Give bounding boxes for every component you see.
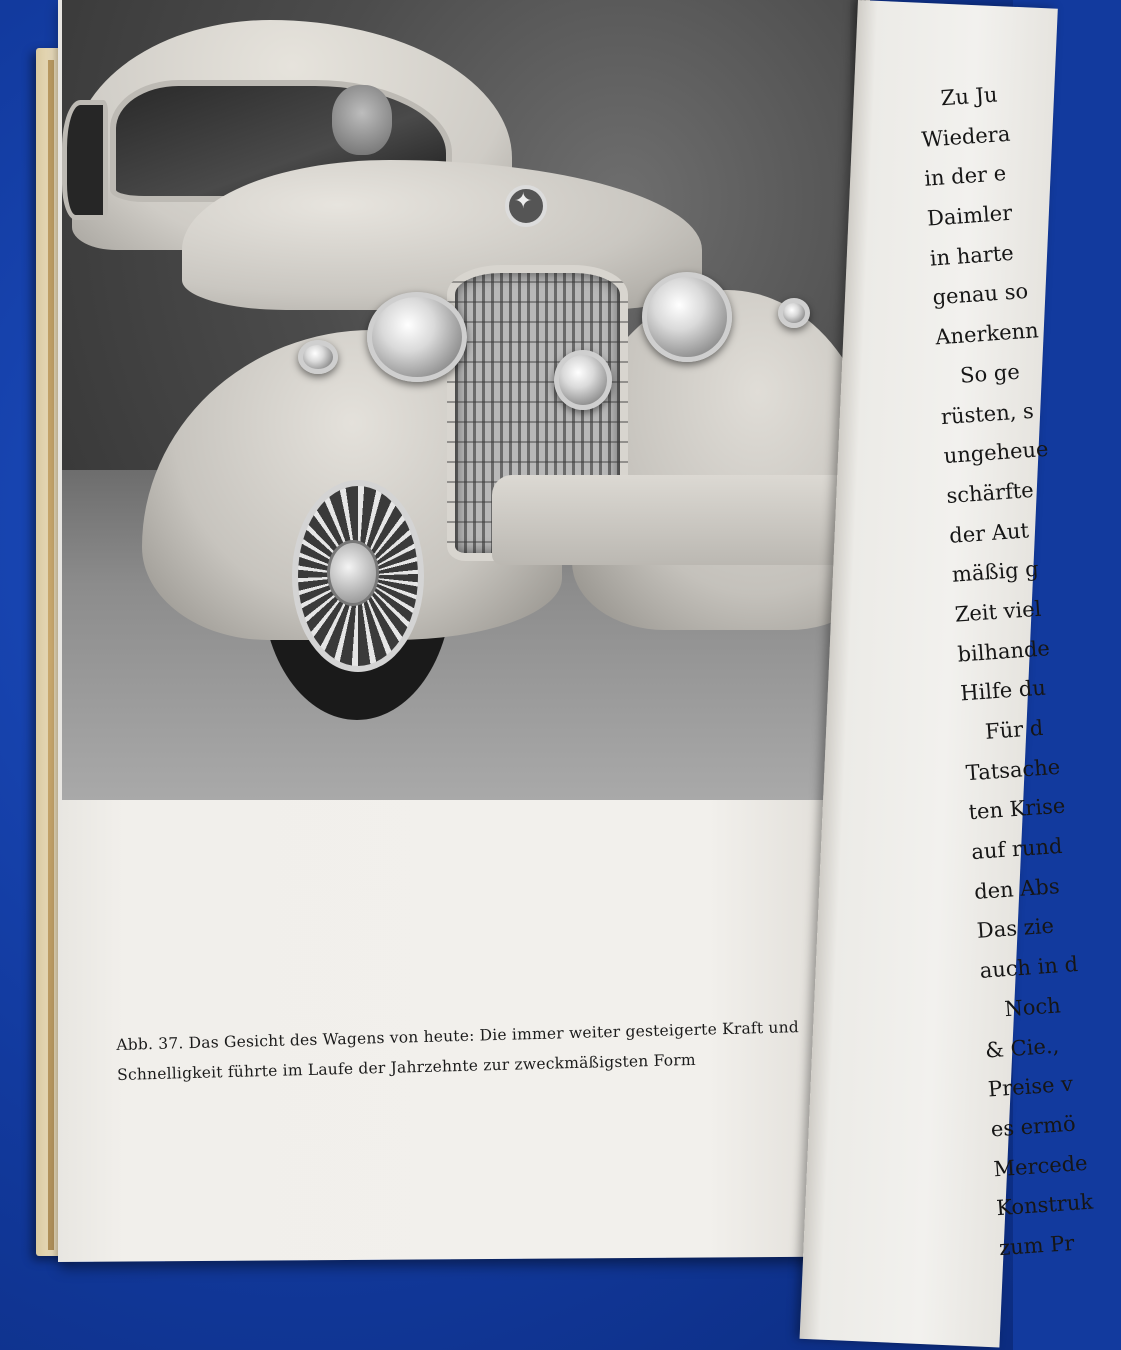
fender-light-left xyxy=(298,340,338,374)
car-side-window xyxy=(62,100,108,220)
figure-label: Abb. 37. xyxy=(116,1034,184,1054)
right-headlamp xyxy=(642,272,732,362)
right-page-line: zum Pr xyxy=(998,1230,1076,1261)
fender-light-right xyxy=(778,298,810,328)
right-page-line: So ge xyxy=(959,359,1021,388)
right-page-line: & Cie., xyxy=(984,1033,1060,1063)
right-page-line: der Aut xyxy=(948,517,1030,548)
caption-text-1: Das Gesicht des Wagens von heute: Die immer weiter gesteigerte Kraft und xyxy=(188,1018,800,1053)
right-page-line: in harte xyxy=(929,240,1015,271)
right-page-line: auch in d xyxy=(978,952,1079,983)
car-driver xyxy=(332,85,392,155)
fog-lamp xyxy=(554,350,612,410)
right-page-line: bilhande xyxy=(956,635,1051,667)
caption-line-2: Schnelligkeit führte im Laufe der Jahrzehnte zur zweckmäßigsten Form xyxy=(116,1050,696,1084)
right-page-line: den Abs xyxy=(973,873,1061,904)
right-page-line: Mercede xyxy=(992,1150,1089,1181)
right-page-line: Daimler xyxy=(926,200,1013,231)
hood-ornament-star-icon xyxy=(505,185,547,227)
book-binding-stripe xyxy=(48,60,54,1250)
right-page-line: genau so xyxy=(931,279,1029,310)
right-page-line: Zu Ju xyxy=(939,82,999,111)
right-page-line: Zeit viel xyxy=(953,596,1043,627)
right-page-line: Hilfe du xyxy=(959,675,1047,706)
right-page-line: Konstruk xyxy=(995,1189,1094,1221)
right-page-line: Für d xyxy=(984,715,1045,744)
right-page-line: mäßig g xyxy=(951,557,1040,588)
right-page-line: in der e xyxy=(923,161,1007,192)
right-page-line: Noch xyxy=(1003,993,1062,1021)
right-page-line: Preise v xyxy=(987,1071,1074,1102)
car-photograph xyxy=(62,0,862,800)
right-page-line: ungeheue xyxy=(942,437,1050,469)
car-wheel-hub xyxy=(327,540,379,606)
right-page-line: es ermö xyxy=(989,1111,1077,1142)
left-headlamp xyxy=(367,292,467,382)
right-page-line: Das zie xyxy=(976,914,1055,944)
right-page-line: schärfte xyxy=(945,477,1035,508)
right-page-line: Anerkenn xyxy=(934,318,1040,350)
right-page-line: Wiedera xyxy=(920,121,1012,152)
car-bumper xyxy=(492,475,872,565)
right-page-line: Tatsache xyxy=(965,754,1061,785)
right-page-line: auf rund xyxy=(970,833,1064,865)
right-page-line: rüsten, s xyxy=(940,398,1035,429)
right-page-line: ten Krise xyxy=(967,793,1066,825)
